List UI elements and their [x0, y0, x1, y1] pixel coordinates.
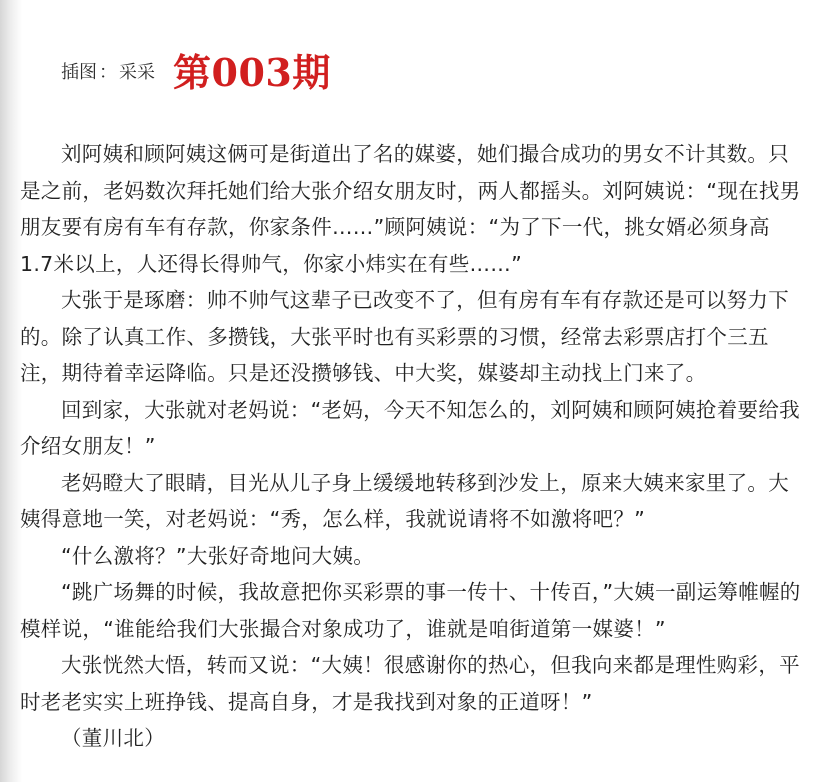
illustration-credit-name: 采采: [119, 62, 155, 83]
paragraph: 大张于是琢磨：帅不帅气这辈子已改变不了，但有房有车有存款还是可以努力下的。除了认真工作、多攒钱，大张平时也有买彩票的习惯，经常去彩票店打个三五注，期待着幸运降临。只是还没攒够钱、中大奖，媒婆却主动找上门来了。: [20, 288, 789, 385]
paragraph: “什么激将？”大张好奇地问大姨。: [61, 543, 375, 568]
article-body: [20, 136, 802, 757]
author-signature: （董川北）: [61, 726, 165, 750]
issue-title: 第003期: [173, 50, 331, 95]
paragraph: “跳广场舞的时候，我故意把你买彩票的事一传十、十传百，”大姨一副运筹帷幄的模样说，“谁能给我们大张撮合对象成功了，谁就是咱街道第一媒婆！”: [20, 580, 801, 641]
paragraph: 刘阿姨和顾阿姨这俩可是街道出了名的媒婆，她们撮合成功的男女不计其数。只是之前，老妈数次拜托她们给大张介绍女朋友时，两人都摇头。刘阿姨说：“现在找男朋友要有房有车有存款，你家条件……”顾阿姨说：“为了下一代，挑女婿必须身高1.7米以上，人还得长得帅气，你家小炜实在有些……”: [20, 142, 801, 276]
illustration-credit-label: 插图: [61, 62, 97, 83]
illustration-credit-separator: ：: [99, 62, 117, 83]
paragraph: 老妈瞪大了眼睛，目光从儿子身上缓缓地转移到沙发上，原来大姨来家里了。大姨得意地一笑，对老妈说：“秀，怎么样，我就说请将不如激将吧？”: [20, 470, 789, 531]
paragraph: 大张恍然大悟，转而又说：“大姨！很感谢你的热心，但我向来都是理性购彩，平时老老实实上班挣钱、提高自身，才是我找到对象的正道呀！”: [20, 653, 800, 714]
paragraph: 回到家，大张就对老妈说：“老妈，今天不知怎么的，刘阿姨和顾阿姨抢着要给我介绍女朋友！”: [20, 397, 800, 458]
article-header: [61, 48, 331, 98]
